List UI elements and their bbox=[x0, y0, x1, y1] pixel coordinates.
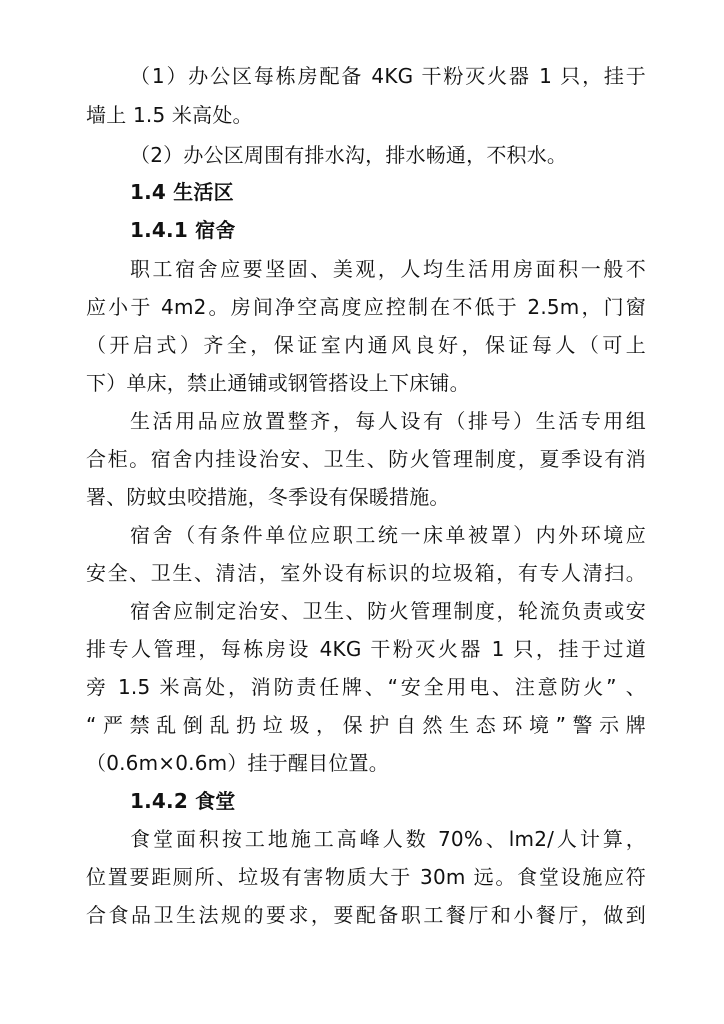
paragraph-line: 应小于 4m2。房间净空高度应控制在不低于 2.5m，门窗 bbox=[86, 295, 646, 319]
paragraph-line: 宿舍（有条件单位应职工统一床单被罩）内外环境应 bbox=[130, 523, 646, 547]
paragraph-line: 合柜。宿舍内挂设治安、卫生、防火管理制度，夏季设有消 bbox=[86, 447, 646, 471]
paragraph-line: 署、防蚊虫咬措施，冬季设有保暖措施。 bbox=[86, 485, 450, 509]
subsection-heading: 1.4.2 食堂 bbox=[130, 789, 236, 813]
paragraph-line: 下）单床，禁止通铺或钢管搭设上下床铺。 bbox=[86, 371, 470, 395]
subsection-heading: 1.4.1 宿舍 bbox=[130, 218, 236, 242]
paragraph-line: 宿舍应制定治安、卫生、防火管理制度，轮流负责或安 bbox=[130, 599, 646, 623]
section-heading: 1.4 生活区 bbox=[130, 180, 234, 204]
paragraph-line: 位置要距厕所、垃圾有害物质大于 30m 远。食堂设施应符 bbox=[86, 865, 646, 889]
paragraph-line: 食堂面积按工地施工高峰人数 70%、lm2/人计算， bbox=[130, 827, 646, 851]
paragraph-line: 墙上 1.5 米高处。 bbox=[86, 103, 253, 127]
paragraph-line: （0.6m×0.6m）挂于醒目位置。 bbox=[86, 751, 389, 775]
paragraph-line: 合食品卫生法规的要求，要配备职工餐厅和小餐厅，做到 bbox=[86, 903, 646, 927]
paragraph-line: 旁 1.5 米高处，消防责任牌、“安全用电、注意防火” 、 bbox=[86, 675, 646, 699]
paragraph-line: （开启式）齐全，保证室内通风良好，保证每人（可上 bbox=[86, 333, 646, 357]
paragraph-line: 职工宿舍应要坚固、美观，人均生活用房面积一般不 bbox=[130, 257, 646, 281]
paragraph-line: “严禁乱倒乱扔垃圾，保护自然生态环境”警示牌 bbox=[86, 713, 646, 737]
paragraph-line: 生活用品应放置整齐，每人设有（排号）生活专用组 bbox=[130, 409, 646, 433]
paragraph-line: （1）办公区每栋房配备 4KG 干粉灭火器 1 只，挂于 bbox=[130, 64, 646, 88]
paragraph-line: （2）办公区周围有排水沟，排水畅通，不积水。 bbox=[130, 143, 568, 167]
paragraph-line: 安全、卫生、清洁，室外设有标识的垃圾箱，有专人清扫。 bbox=[86, 561, 646, 585]
paragraph-line: 排专人管理，每栋房设 4KG 干粉灭火器 1 只，挂于过道 bbox=[86, 637, 646, 661]
